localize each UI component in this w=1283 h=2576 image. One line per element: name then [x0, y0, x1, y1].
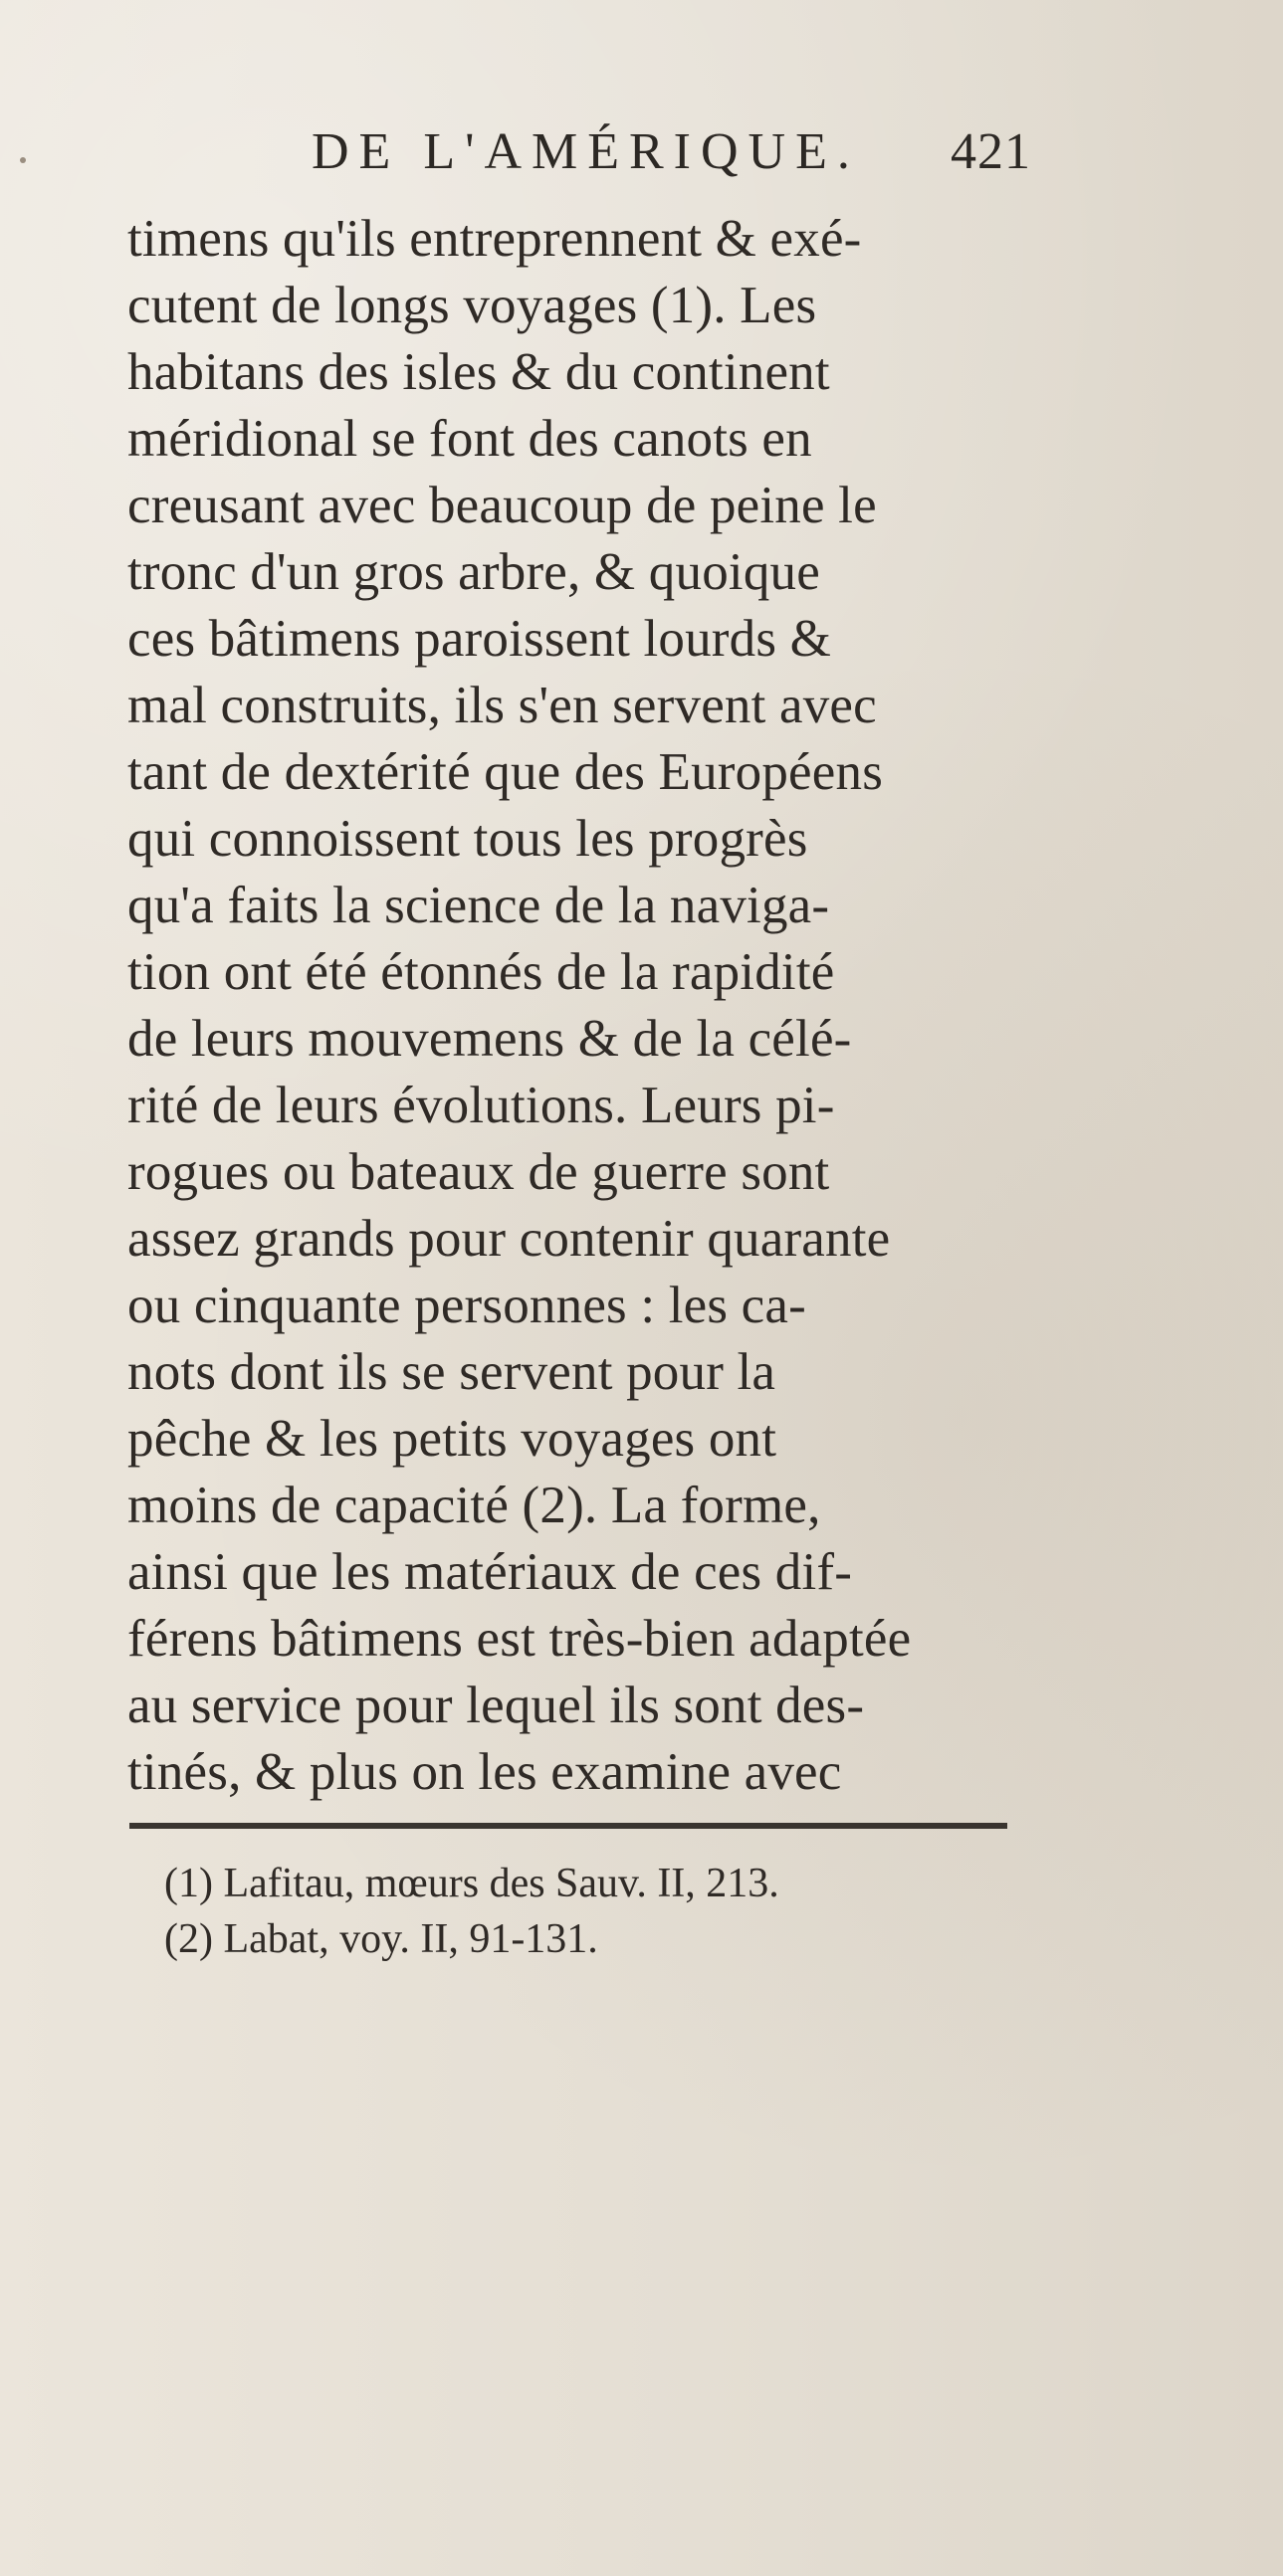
text-line: de leurs mouvemens & de la célé- — [127, 1010, 852, 1068]
footnote-rule — [129, 1823, 1007, 1829]
footnote: (1) Lafitau, mœurs des Sauv. II, 213. — [164, 1861, 779, 1906]
text-line: tion ont été étonnés de la rapidité — [127, 943, 835, 1001]
text-line: nots dont ils se servent pour la — [127, 1343, 776, 1401]
text-line: timens qu'ils entreprennent & exé- — [127, 210, 862, 268]
text-line: qui connoissent tous les progrès — [127, 810, 808, 868]
running-head — [0, 0, 1283, 180]
text-line: creusant avec beaucoup de peine le — [127, 477, 877, 534]
text-line: tronc d'un gros arbre, & quoique — [127, 543, 820, 601]
text-line: méridional se font des canots en — [127, 410, 812, 468]
running-title: DE L'AMÉRIQUE. — [312, 123, 860, 180]
text-line: ou cinquante personnes : les ca- — [127, 1277, 806, 1334]
text-line: pêche & les petits voyages ont — [127, 1410, 777, 1468]
text-line: moins de capacité (2). La forme, — [127, 1477, 821, 1534]
text-line: mal construits, ils s'en servent avec — [127, 677, 877, 734]
show-through-text — [1130, 468, 1259, 766]
text-line: ces bâtimens paroissent lourds & — [127, 610, 832, 668]
text-line: rité de leurs évolutions. Leurs pi- — [127, 1077, 835, 1134]
text-line: au service pour lequel ils sont des- — [127, 1677, 865, 1734]
text-line: férens bâtimens est très-bien adaptée — [127, 1610, 912, 1668]
text-line: assez grands pour contenir quarante — [127, 1210, 891, 1268]
text-line: cutent de longs voyages (1). Les — [127, 277, 817, 334]
text-line: tant de dextérité que des Européens — [127, 743, 884, 801]
text-line: qu'a faits la science de la naviga- — [127, 877, 830, 934]
footnote: (2) Labat, voy. II, 91-131. — [164, 1916, 598, 1962]
page-number: 421 — [951, 123, 1031, 180]
text-line: tinés, & plus on les examine avec — [127, 1743, 842, 1801]
text-line: rogues ou bateaux de guerre sont — [127, 1143, 830, 1201]
text-line: habitans des isles & du continent — [127, 343, 830, 401]
text-line: ainsi que les matériaux de ces dif- — [127, 1543, 853, 1601]
